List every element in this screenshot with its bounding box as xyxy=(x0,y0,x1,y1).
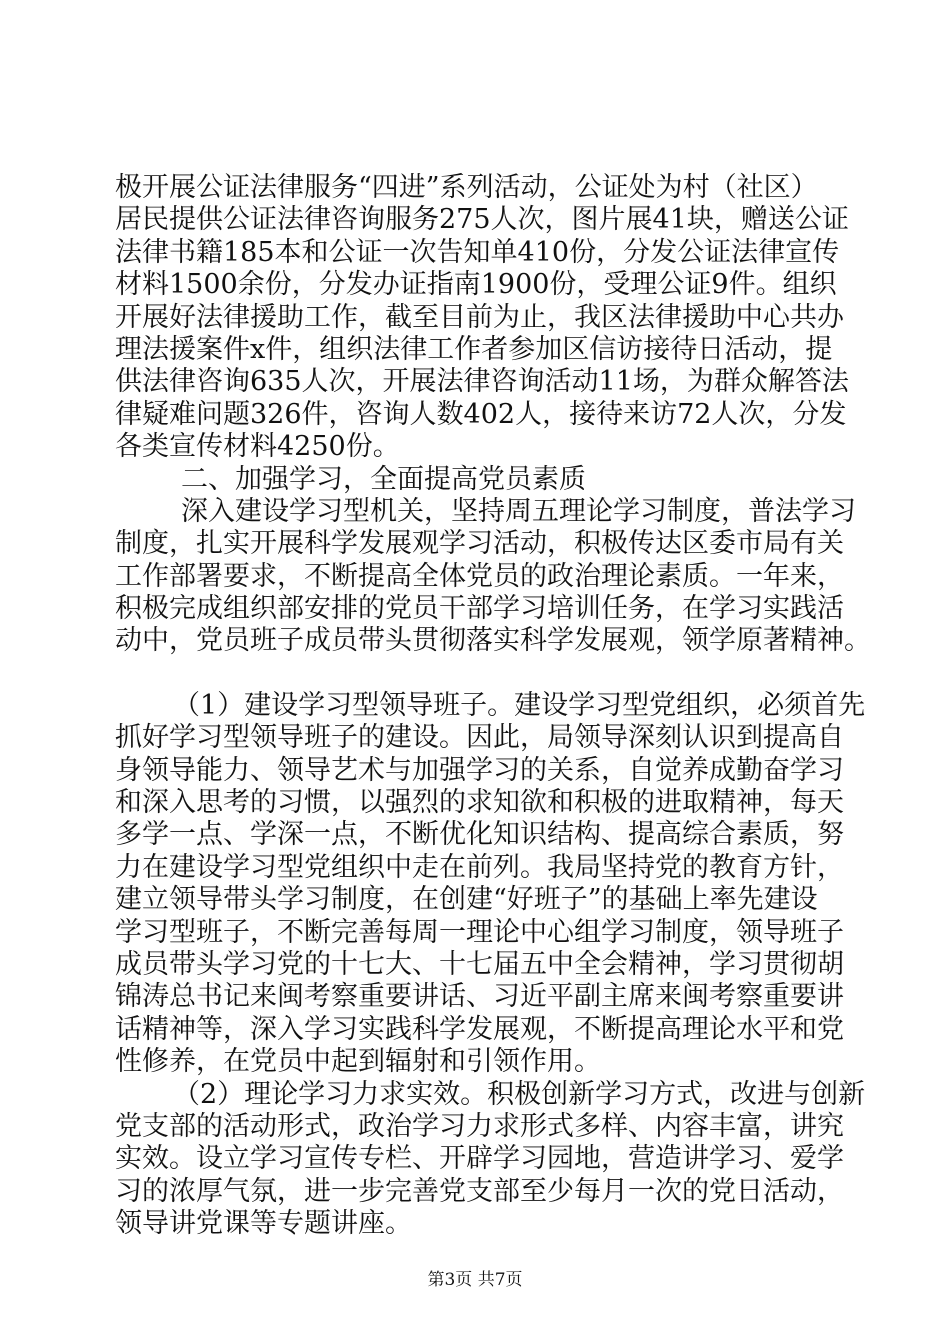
text-line: （1）建设学习型领导班子。建设学习型党组织，必须首先 xyxy=(173,689,866,721)
text-line: 工作部署要求，不断提高全体党员的政治理论素质。一年来， xyxy=(115,560,844,592)
text-line: 法律书籍185本和公证一次告知单410份，分发公证法律宣传 xyxy=(115,236,840,268)
text-line: 居民提供公证法律咨询服务275人次，图片展41块，赠送公证 xyxy=(115,204,849,236)
text-line: 学习型班子，不断完善每周一理论中心组学习制度，领导班子 xyxy=(115,916,844,948)
text-line: 多学一点、学深一点，不断优化知识结构、提高综合素质，努 xyxy=(115,819,844,851)
text-line: 各类宣传材料4250份。 xyxy=(115,431,400,463)
text-line: 党支部的活动形式，政治学习力求形式多样、内容丰富，讲究 xyxy=(115,1110,844,1142)
paragraph-notary-legal-aid xyxy=(115,172,850,464)
text-line: 习的浓厚气氛，进一步完善党支部至少每月一次的党日活动， xyxy=(115,1175,844,1207)
text-line: 话精神等，深入学习实践科学发展观，不断提高理论水平和党 xyxy=(115,1013,844,1045)
paragraph-leadership-team xyxy=(115,689,866,1079)
text-line: 深入建设学习型机关，坚持周五理论学习制度，普法学习 xyxy=(181,495,856,527)
text-line: 抓好学习型领导班子的建设。因此，局领导深刻认识到提高自 xyxy=(115,722,844,754)
page-number-footer: 第3页 共7页 xyxy=(427,1270,523,1290)
text-line: 身领导能力、领导艺术与加强学习的关系，自觉养成勤奋学习 xyxy=(115,754,844,786)
text-line: 极开展公证法律服务“四进”系列活动，公证处为村（社区） xyxy=(115,172,818,203)
text-line: 供法律咨询635人次，开展法律咨询活动11场，为群众解答法 xyxy=(115,366,849,398)
text-line: （2）理论学习力求实效。积极创新学习方式，改进与创新 xyxy=(173,1078,866,1110)
text-line: 领导讲党课等专题讲座。 xyxy=(115,1208,412,1240)
text-line: 开展好法律援助工作，截至目前为止，我区法律援助中心共办 xyxy=(115,301,844,333)
paragraph-spacer xyxy=(115,658,850,690)
text-line: 材料1500余份，分发办证指南1900份，受理公证9件。组织 xyxy=(115,269,837,301)
text-line: 动中，党员班子成员带头贯彻落实科学发展观，领学原著精神。 xyxy=(115,625,871,657)
text-line: 实效。设立学习宣传专栏、开辟学习园地，营造讲学习、爱学 xyxy=(115,1143,844,1175)
text-line: 建立领导带头学习制度，在创建“好班子”的基础上率先建设 xyxy=(115,884,818,916)
text-line: 锦涛总书记来闽考察重要讲话、习近平副主席来闽考察重要讲 xyxy=(115,981,844,1013)
text-line: 理法援案件x件，组织法律工作者参加区信访接待日活动，提 xyxy=(115,333,833,365)
text-line: 积极完成组织部安排的党员干部学习培训任务，在学习实践活 xyxy=(115,593,844,625)
section-heading: 二、加强学习，全面提高党员素质 xyxy=(181,463,586,495)
text-line: 力在建设学习型党组织中走在前列。我局坚持党的教育方针， xyxy=(115,851,844,883)
paragraph-learning-organization xyxy=(115,495,871,658)
text-line: 律疑难问题326件，咨询人数402人，接待来访72人次，分发 xyxy=(115,398,847,430)
text-line: 性修养，在党员中起到辐射和引领作用。 xyxy=(115,1046,601,1078)
document-body xyxy=(115,172,871,1241)
text-line: 和深入思考的习惯，以强烈的求知欲和积极的进取精神，每天 xyxy=(115,787,844,819)
paragraph-theory-study xyxy=(115,1078,866,1241)
text-line: 制度，扎实开展科学发展观学习活动，积极传达区委市局有关 xyxy=(115,528,844,560)
text-line: 成员带头学习党的十七大、十七届五中全会精神，学习贯彻胡 xyxy=(115,948,844,980)
